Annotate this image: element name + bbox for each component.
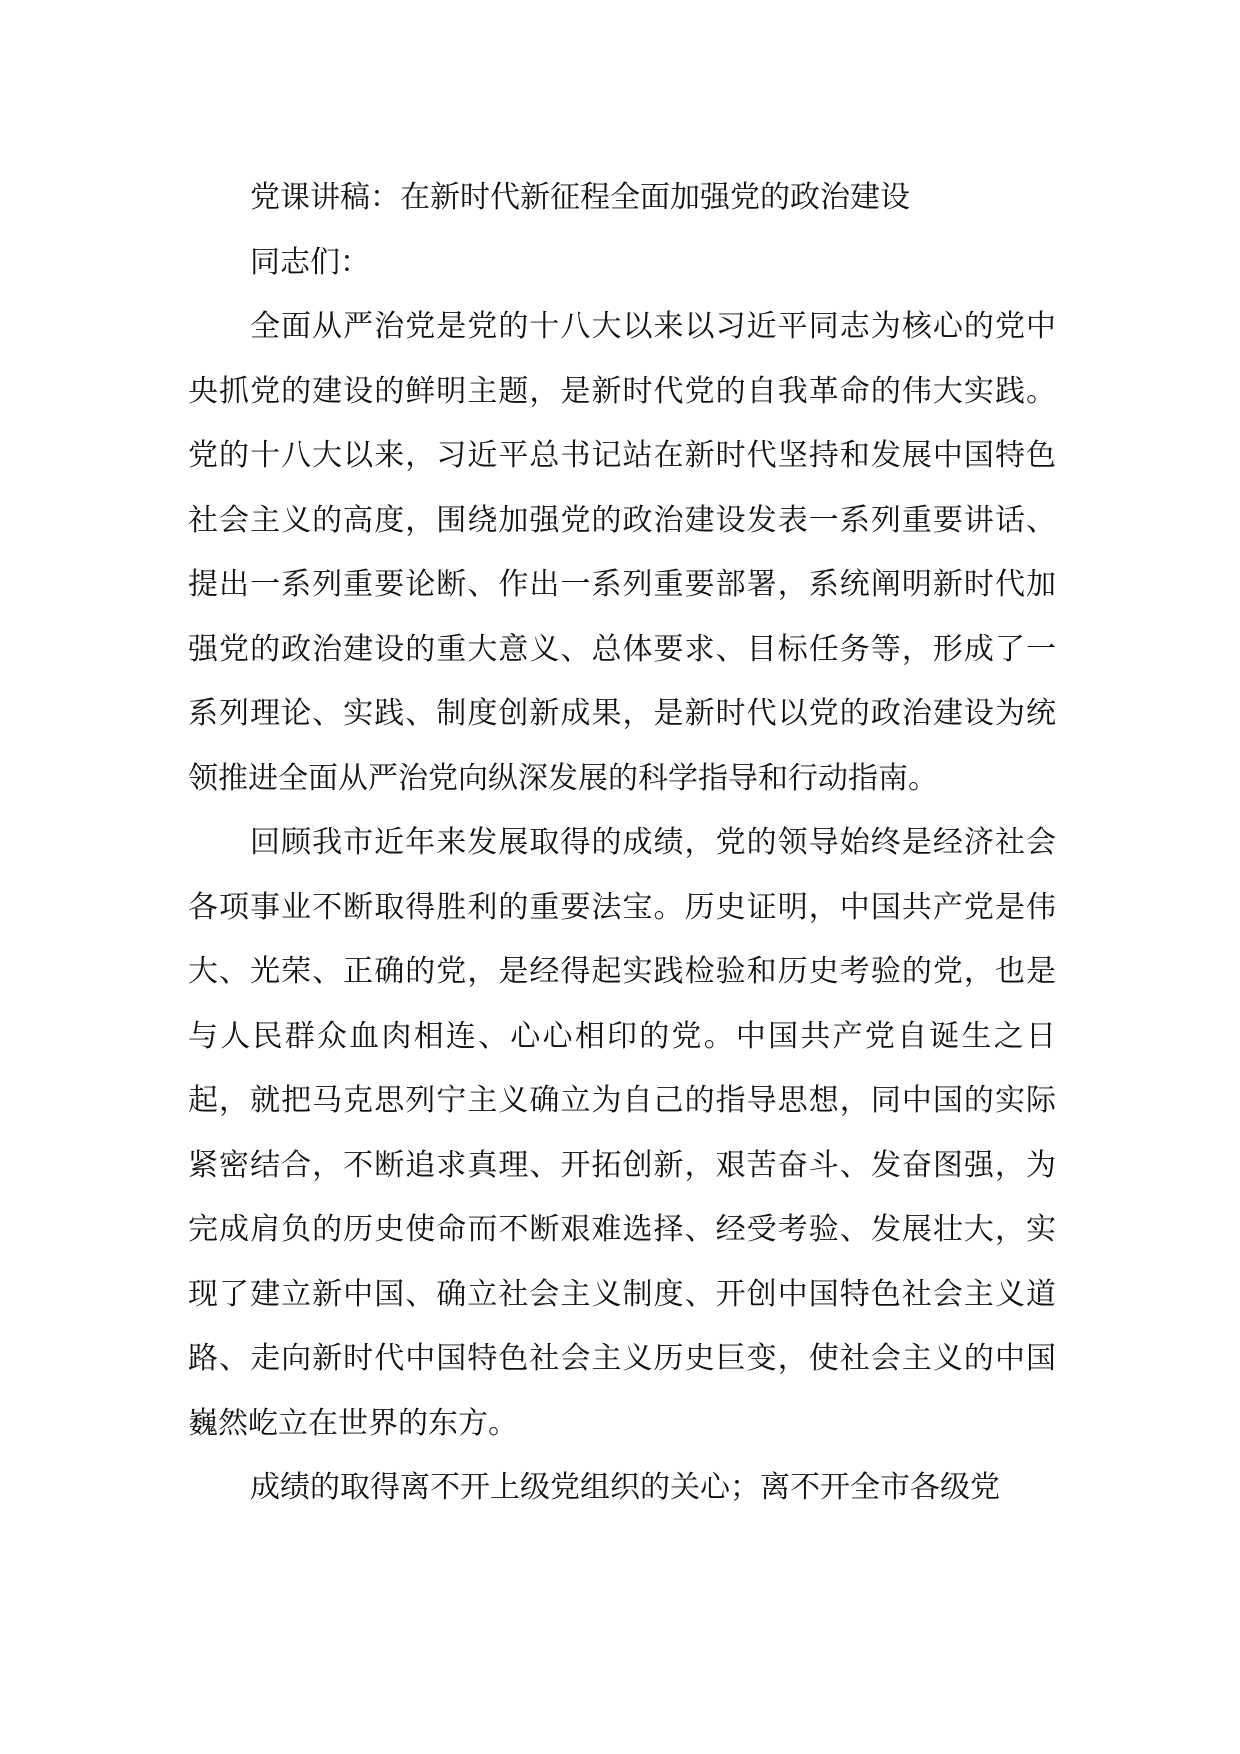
paragraph-1: 全面从严治党是党的十八大以来以习近平同志为核心的党中央抓党的建设的鲜明主题，是新时代党的自我革命的伟大实践。党的十八大以来，习近平总书记站在新时代坚持和发展中国特色社会主义的高度，围绕加强党的政治建设发表一系列重要讲话、提出一系列重要论断、作出一系列重要部署，系统阐明新时代加强党的政治建设的重大意义、总体要求、目标任务等，形成了一系列理论、实践、制度创新成果，是新时代以党的政治建设为统领推进全面从严治党向纵深发展的科学指导和行动指南。 (188, 309, 1056, 796)
document-title: 党课讲稿：在新时代新征程全面加强党的政治建设 (250, 180, 910, 215)
salutation: 同志们： (250, 244, 370, 280)
document-body (188, 166, 1056, 1521)
paragraph-3: 成绩的取得离不开上级党组织的关心；离不开全市各级党 (250, 1470, 1000, 1505)
paragraph-2: 回顾我市近年来发展取得的成绩，党的领导始终是经济社会各项事业不断取得胜利的重要法宝。历史证明，中国共产党是伟大、光荣、正确的党，是经得起实践检验和历史考验的党，也是与人民群众血肉相连、心心相印的党。中国共产党自诞生之日起，就把马克思列宁主义确立为自己的指导思想，同中国的实际紧密结合，不断追求真理、开拓创新，艰苦奋斗、发奋图强，为完成肩负的历史使命而不断艰难选择、经受考验、发展壮大，实现了建立新中国、确立社会主义制度、开创中国特色社会主义道路、走向新时代中国特色社会主义历史巨变，使社会主义的中国巍然屹立在世界的东方。 (188, 825, 1056, 1441)
